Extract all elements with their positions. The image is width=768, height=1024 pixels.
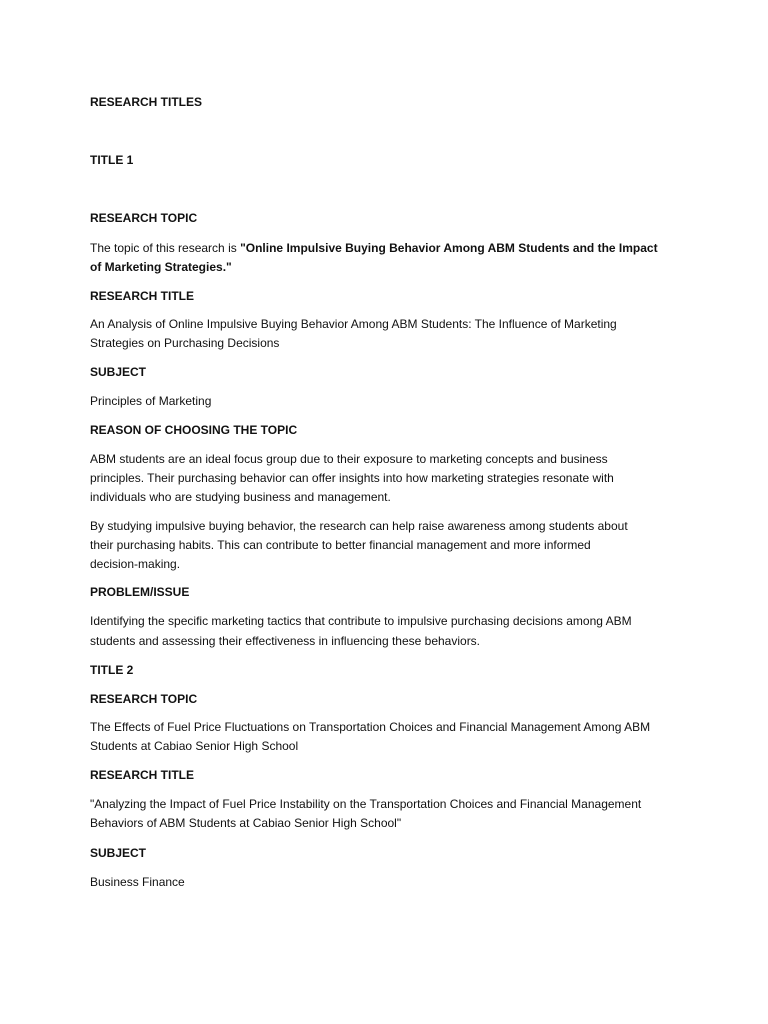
title-1-topic-line-2: of Marketing Strategies."	[90, 260, 232, 274]
problem-line: Identifying the specific marketing tactics that contribute to impulsive purchasing decisions among ABM	[90, 614, 632, 628]
reason-paragraph-2-line: By studying impulsive buying behavior, the research can help raise awareness among students about	[90, 519, 628, 533]
title-1-research-title-heading: RESEARCH TITLE	[90, 289, 195, 303]
title-1-subject: Principles of Marketing	[90, 394, 212, 408]
title-1-topic-heading: RESEARCH TOPIC	[90, 211, 198, 225]
title-1-research-title-line: Strategies on Purchasing Decisions	[90, 336, 280, 350]
title-1-topic-line-1	[90, 239, 658, 258]
problem-heading: PROBLEM/ISSUE	[90, 585, 190, 599]
reason-paragraph-2-line: decision-making.	[90, 557, 181, 571]
title-1-label: TITLE 1	[90, 153, 134, 167]
reason-heading: REASON OF CHOOSING THE TOPIC	[90, 423, 298, 437]
title-2-subject: Business Finance	[90, 875, 185, 889]
reason-paragraph-1-line: principles. Their purchasing behavior can offer insights into how marketing strategies resonate with	[90, 471, 614, 485]
title-2-research-title-line: Behaviors of ABM Students at Cabiao Senior High School"	[90, 816, 402, 830]
reason-paragraph-2-line: their purchasing habits. This can contribute to better financial management and more informed	[90, 538, 591, 552]
title-2-subject-heading: SUBJECT	[90, 846, 147, 860]
reason-paragraph-1-line: ABM students are an ideal focus group due to their exposure to marketing concepts and business	[90, 452, 608, 466]
title-1-topic-prefix: The topic of this research is	[90, 241, 241, 255]
title-2-topic-heading: RESEARCH TOPIC	[90, 692, 198, 706]
reason-paragraph-1-line: individuals who are studying business and management.	[90, 490, 391, 504]
title-2-research-title-heading: RESEARCH TITLE	[90, 768, 195, 782]
title-1-research-title-line: An Analysis of Online Impulsive Buying Behavior Among ABM Students: The Influence of Marketing	[90, 317, 617, 331]
title-2-label: TITLE 2	[90, 663, 134, 677]
title-2-topic-line: Students at Cabiao Senior High School	[90, 739, 299, 753]
title-2-research-title-line: "Analyzing the Impact of Fuel Price Instability on the Transportation Choices and Financial Management	[90, 797, 642, 811]
document-heading: RESEARCH TITLES	[90, 95, 203, 109]
problem-line: students and assessing their effectiveness in influencing these behaviors.	[90, 634, 481, 648]
title-1-topic-bold: "Online Impulsive Buying Behavior Among ABM Students and the Impact	[240, 241, 658, 255]
title-2-topic-line: The Effects of Fuel Price Fluctuations on Transportation Choices and Financial Management Among ABM	[90, 720, 651, 734]
title-1-subject-heading: SUBJECT	[90, 365, 147, 379]
